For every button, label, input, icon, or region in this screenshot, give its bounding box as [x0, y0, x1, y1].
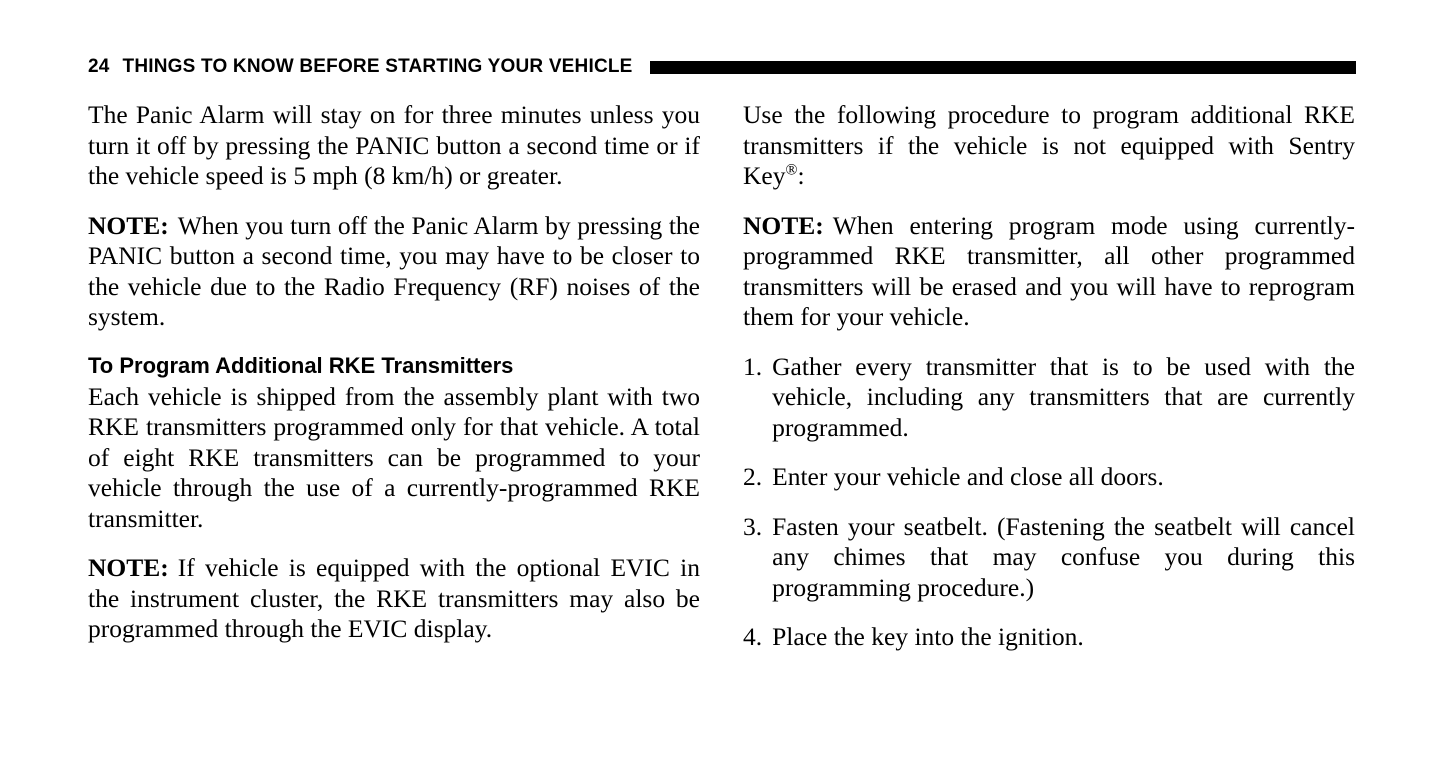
right-column: [743, 100, 1355, 653]
header-rule: [650, 61, 1356, 74]
page-header: [88, 56, 1356, 78]
registered-trademark-symbol: ®: [785, 161, 798, 179]
list-item: [743, 462, 1355, 493]
left-column: [88, 100, 700, 653]
note-text: When entering program mode using currently-programmed RKE transmitter, all other programmed transmitters will be erased and you will have to reprogram them for your vehicle.: [743, 210, 1355, 331]
list-item-text: Enter your vehicle and close all doors.: [772, 462, 1164, 491]
note-program-mode: [743, 211, 1355, 333]
section-subheading: To Program Additional RKE Transmitters: [88, 352, 514, 378]
note-panic-alarm: [88, 211, 700, 333]
note-label: NOTE:: [88, 553, 169, 582]
procedure-intro-colon: :: [797, 161, 805, 190]
list-item-number: 1.: [743, 351, 763, 381]
list-item-number: 3.: [743, 511, 763, 541]
list-item-number: 2.: [743, 462, 763, 491]
list-item-text: Place the key into the ignition.: [772, 622, 1084, 651]
paragraph-rke-transmitters: Each vehicle is shipped from the assembly plant with two RKE transmitters programmed only for that vehicle. A total of eight RKE transmitters can be programmed to your vehicle through the use of a currently-programmed RKE transmitter.: [88, 381, 700, 533]
note-label: NOTE:: [743, 210, 824, 240]
list-item-text: Fasten your seatbelt. (Fastening the seatbelt will cancel any chimes that may confuse you during this programming procedure.): [772, 511, 1355, 602]
note-text: If vehicle is equipped with the optional EVIC in the instrument cluster, the RKE transmitters may also be programmed through the EVIC display.: [88, 553, 700, 643]
list-item-text: Gather every transmitter that is to be used with the vehicle, including any transmitters that are currently programmed.: [772, 351, 1355, 442]
procedure-intro-text: Use the following procedure to program additional RKE transmitters if the vehicle is not equipped with Sentry Key: [743, 100, 1355, 190]
list-item: [743, 512, 1355, 604]
page-body: [88, 100, 1356, 653]
page-number: 24: [88, 56, 110, 77]
list-item: [743, 352, 1355, 444]
paragraph-panic-alarm: The Panic Alarm will stay on for three minutes unless you turn it off by pressing the PANIC button a second time or if the vehicle speed is 5 mph (8 km/h) or greater.: [88, 100, 700, 190]
paragraph-procedure-intro: [743, 100, 1355, 192]
note-text: When you turn off the Panic Alarm by pressing the PANIC button a second time, you may have to be closer to the vehicle due to the Radio Frequency (RF) noises of the system.: [88, 210, 700, 331]
page-title: THINGS TO KNOW BEFORE STARTING YOUR VEHICLE: [122, 56, 633, 77]
list-item: [743, 622, 1355, 653]
list-item-number: 4.: [743, 622, 763, 651]
note-evic: [88, 553, 700, 645]
note-label: NOTE:: [88, 210, 169, 240]
